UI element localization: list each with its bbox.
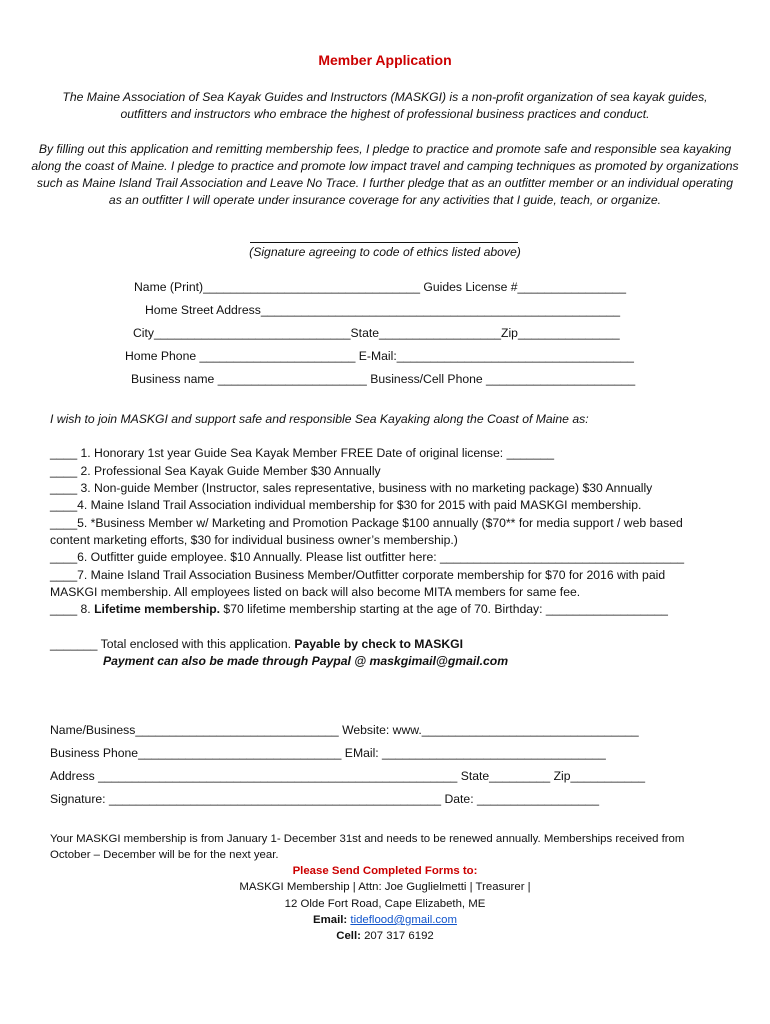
pledge-line-1: By filling out this application and remitting membership fees, I pledge to practice and promote safe and responsible sea kayaking: [38, 142, 732, 156]
pledge-line-2: along the coast of Maine. I pledge to practice and promote low impact travel and camping techniques as promoted by organizations: [31, 159, 739, 173]
business-name-phone-field[interactable]: Business name ______________________ Business/Cell Phone ______________________: [131, 372, 636, 386]
option-7[interactable]: ____7. Maine Island Trail Association Business Member/Outfitter corporate membership for $70 for 2016 with paid: [50, 568, 666, 582]
home-address-field[interactable]: Home Street Address_____________________________________________________: [145, 303, 621, 317]
signature-date-field[interactable]: Signature: _________________________________________________ Date: __________________: [50, 792, 599, 806]
option-8-bold: Lifetime membership.: [94, 602, 221, 616]
business-phone-email-field[interactable]: Business Phone______________________________ EMail: _________________________________: [50, 746, 606, 760]
option-7-continued: MASKGI membership. All employees listed on back will also become MITA members for same fee.: [50, 585, 581, 599]
total-enclosed[interactable]: [50, 637, 463, 651]
contact-email: [0, 914, 770, 926]
address-state-zip-field[interactable]: Address _____________________________________________________ State_________ Zip___________: [50, 769, 646, 783]
send-forms-heading: Please Send Completed Forms to:: [292, 865, 478, 877]
signature-caption: (Signature agreeing to code of ethics listed above): [249, 245, 521, 259]
option-4[interactable]: ____4. Maine Island Trail Association individual membership for $30 for 2015 with paid MASKGI membership.: [50, 498, 642, 512]
option-3[interactable]: ____ 3. Non-guide Member (Instructor, sales representative, business with no marketing package) $30 Annually: [50, 481, 653, 495]
email-link[interactable]: tideflood@gmail.com: [350, 914, 457, 926]
mailing-street: 12 Olde Fort Road, Cape Elizabeth, ME: [284, 898, 486, 910]
email-label: Email:: [313, 914, 348, 926]
option-8-rest: $70 lifetime membership starting at the age of 70. Birthday: __________________: [220, 602, 668, 616]
name-website-field[interactable]: Name/Business______________________________ Website: www.________________________________: [50, 723, 639, 737]
page-title: Member Application: [318, 52, 452, 68]
pledge-line-3: such as Maine Island Trail Association and Leave No Trace. I further pledge that as an outfitter member or an individual operating: [36, 176, 734, 190]
renewal-note-2: October – December will be for the next year.: [50, 849, 279, 861]
intro-line-2: outfitters and instructors who embrace the highest of professional business practices and conduct.: [120, 107, 650, 121]
cell-number: 207 317 6192: [364, 930, 434, 942]
option-5[interactable]: ____5. *Business Member w/ Marketing and Promotion Package $100 annually ($70** for media support / web based: [50, 516, 683, 530]
payable-check: Payable by check to MASKGI: [294, 637, 464, 651]
name-license-field[interactable]: Name (Print)________________________________ Guides License #________________: [134, 280, 626, 294]
signature-line[interactable]: [250, 242, 518, 243]
option-2[interactable]: ____ 2. Professional Sea Kayak Guide Member $30 Annually: [50, 464, 381, 478]
option-5-continued: content marketing efforts, $30 for individual business owner’s membership.): [50, 533, 458, 547]
option-8[interactable]: [50, 602, 668, 616]
total-enclosed-text: _______ Total enclosed with this application.: [50, 637, 295, 651]
option-1[interactable]: ____ 1. Honorary 1st year Guide Sea Kayak Member FREE Date of original license: _______: [50, 446, 555, 460]
mailing-attn: MASKGI Membership | Attn: Joe Guglielmetti | Treasurer |: [239, 881, 531, 893]
renewal-note-1: Your MASKGI membership is from January 1- December 31st and needs to be renewed annually. Memberships received from: [50, 833, 685, 845]
option-8-prefix: ____ 8.: [50, 602, 95, 616]
paypal-note: Payment can also be made through Paypal @ maskgimail@gmail.com: [103, 654, 509, 668]
city-state-zip-field[interactable]: City_____________________________State__________________Zip_______________: [133, 326, 620, 340]
contact-cell: [0, 930, 770, 942]
home-phone-email-field[interactable]: Home Phone _______________________ E-Mail:___________________________________: [125, 349, 634, 363]
join-statement: I wish to join MASKGI and support safe and responsible Sea Kayaking along the Coast of Maine as:: [50, 412, 589, 426]
option-6[interactable]: ____6. Outfitter guide employee. $10 Annually. Please list outfitter here: ____________________________________: [50, 550, 685, 564]
cell-label: Cell:: [336, 930, 361, 942]
pledge-line-4: as an outfitter I will operate under insurance coverage for any activities that I guide, teach, or organize.: [108, 193, 662, 207]
intro-line-1: The Maine Association of Sea Kayak Guides and Instructors (MASKGI) is a non-profit organization of sea kayak guides,: [62, 90, 708, 104]
